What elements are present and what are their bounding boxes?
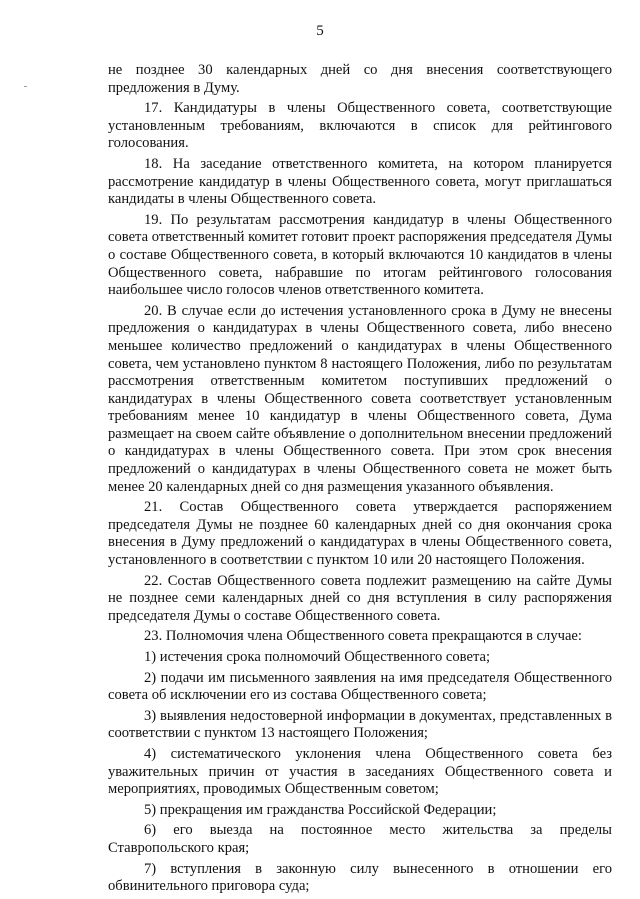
paragraph-item-17: 17. Кандидатуры в члены Общественного совета, соответствующие установленным требованиям, включаются в список для рейтингового голосования. [108, 100, 612, 152]
document-body [108, 62, 612, 899]
paragraph-continuation: не позднее 30 календарных дней со дня внесения соответствующего предложения в Думу. [108, 62, 612, 96]
subitem-1: 1) истечения срока полномочий Общественного совета; [144, 649, 491, 665]
subitem-2: 2) подачи им письменного заявления на имя председателя Общественного совета об исключении его из состава Общественного совета; [108, 669, 612, 704]
subitem-7: 7) вступления в законную силу вынесенного в отношении его обвинительного приговора суда; [108, 860, 612, 895]
paragraph-item-23: 23. Полномочия члена Общественного совета прекращаются в случае: [144, 628, 582, 645]
paragraph-item-18: 18. На заседание ответственного комитета, на котором планируется рассмотрение кандидатур в члены Общественного совета, могут приглашаться кандидаты в члены Общественного совета. [108, 155, 612, 208]
paragraph-item-21: 21. Состав Общественного совета утверждается распоряжением председателя Думы не позднее 60 календарных дней со дня окончания срока внесения в Думу предложений о кандидатурах в члены Общественного совета, установленного в соответствии с пунктом 10 или 20 настоящего Положения. [108, 499, 612, 569]
paragraph-item-20: 20. В случае если до истечения установленного срока в Думу не внесены предложения о кандидатурах в члены Общественного совета, либо внесено меньшее количество предложений о кандидатурах в члены Общественного совета, чем установлено пунктом 8 настоящего Положения, либо по результатам рассмотрения ответственным комитетом поступивших предложений о кандидатурах в члены Общественного совета соответствует установленным требованиям менее 10 кандидатур в члены Общественного совета, Дума размещает на своем сайте объявление о дополнительном внесении предложений о кандидатурах в члены Общественного совета. При этом срок внесения предложений о кандидатурах в члены Общественного совета не может быть менее 20 календарных дней со дня размещения указанного объявления. [108, 302, 612, 495]
page-number: 5 [316, 23, 324, 39]
subitem-4: 4) систематического уклонения члена Общественного совета без уважительных причин от участия в заседаниях Общественного совета и мероприятиях, проводимых Общественным советом; [108, 745, 612, 798]
subitem-5: 5) прекращения им гражданства Российской Федерации; [144, 801, 497, 818]
paragraph-item-19: 19. По результатам рассмотрения кандидатур в члены Общественного совета ответственный комитет готовит проект распоряжения председателя Думы о составе Общественного совета, в который включаются 10 кандидатов в члены Общественного совета, набравшие по итогам рейтингового голосования наибольшее число голосов членов ответственного комитета. [108, 211, 612, 299]
margin-mark [24, 86, 27, 87]
subitem-3: 3) выявления недостоверной информации в документах, представленных в соответствии с пунктом 13 настоящего Положения; [108, 707, 612, 742]
subitem-6: 6) его выезда на постоянное место жительства за пределы Ставропольского края; [108, 822, 612, 856]
paragraph-item-22: 22. Состав Общественного совета подлежит размещению на сайте Думы не позднее семи календарных дней со дня вступления в силу распоряжения председателя Думы о составе Общественного совета. [108, 572, 612, 624]
